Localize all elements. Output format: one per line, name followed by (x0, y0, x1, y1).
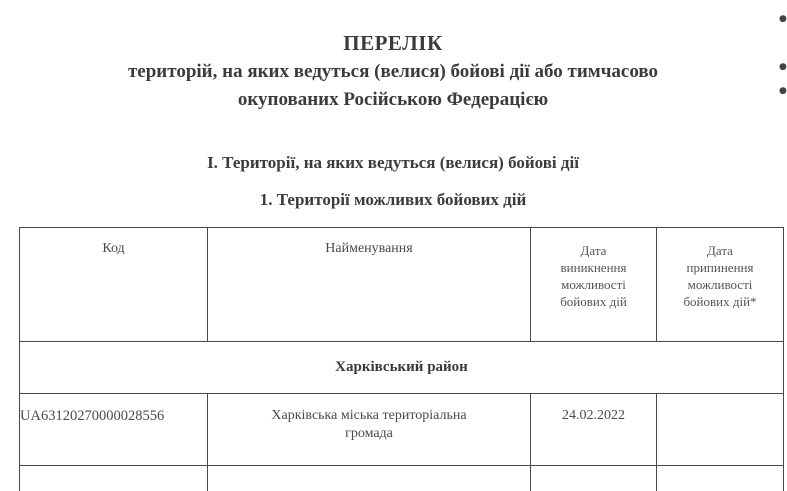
header-code: Код (102, 241, 125, 256)
document-subtitle-line-2: окупованих Російською Федерацією (237, 89, 549, 110)
header-start-date (531, 242, 656, 310)
header-end-date-line: можливості (687, 277, 753, 292)
table-border-top (19, 227, 784, 228)
adjacent-page-fragment: ● (779, 86, 787, 96)
adjacent-page-fragment: ● (779, 62, 787, 72)
section-heading: І. Території, на яких ведуться (велися) бойові дії (207, 153, 579, 172)
row-name-line: громада (345, 426, 393, 441)
header-name: Найменування (325, 241, 413, 256)
row-start-date: 24.02.2022 (562, 408, 625, 423)
header-start-date-line: бойових дій (560, 294, 627, 309)
table-row-separator (19, 465, 784, 466)
header-end-date-line: бойових дій* (683, 294, 757, 309)
document-title: ПЕРЕЛІК (343, 31, 443, 55)
header-start-date-line: Дата (580, 243, 607, 258)
district-row: Харківський район (335, 359, 468, 375)
table-border-right (783, 227, 784, 491)
header-start-date-line: можливості (561, 277, 626, 292)
header-start-date-line: виникнення (560, 260, 627, 275)
subsection-heading: 1. Території можливих бойових дій (259, 190, 527, 209)
table-header-separator (19, 341, 784, 342)
header-end-date-line: Дата (707, 243, 733, 258)
header-end-date-line: припинення (686, 260, 754, 275)
document-subtitle-line-1: територій, на яких ведуться (велися) бойові дії або тимчасово (127, 61, 659, 82)
table-col-divider-3b (656, 393, 657, 491)
row-name-line: Харківська міська територіальна (271, 408, 467, 423)
row-name (208, 407, 530, 443)
header-end-date (657, 242, 783, 310)
adjacent-page-fragment: ● (779, 14, 787, 24)
row-code: UA63120270000028556 (20, 408, 165, 424)
table-district-separator (19, 393, 784, 394)
